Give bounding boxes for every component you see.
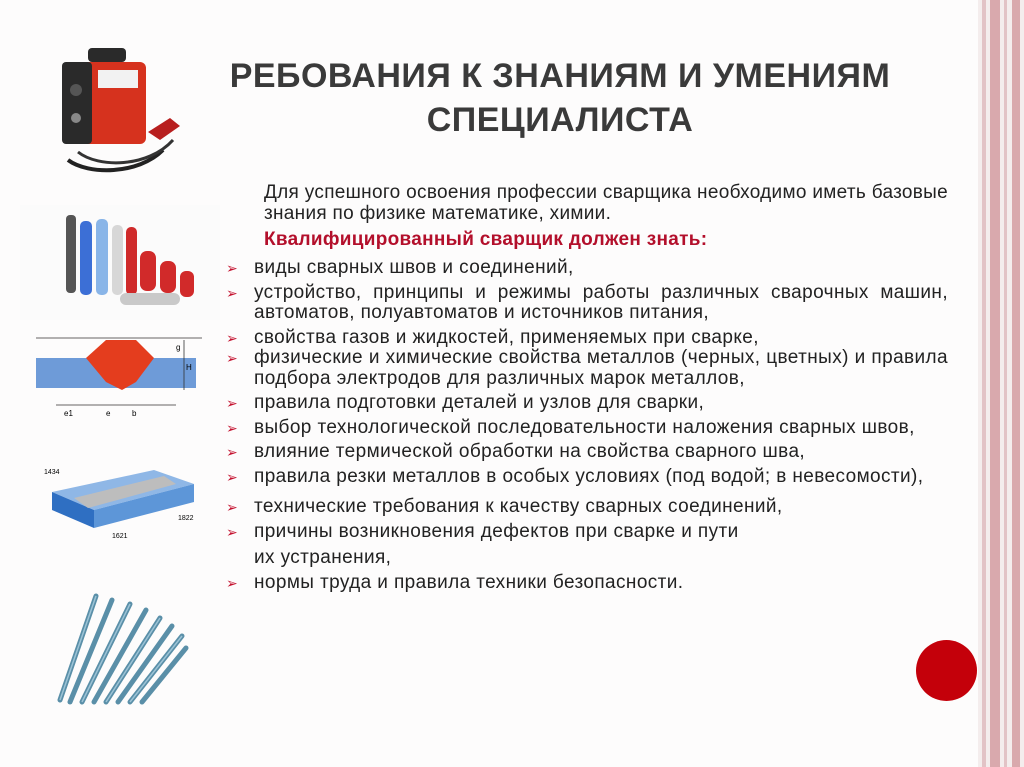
intro-paragraph: Для успешного освоения профессии сварщика необходимо иметь базовые знания по физике математике, химии. — [264, 182, 948, 224]
list-item: ➢ устройство, принципы и режимы работы различных сварочных машин, автоматов, полуавтоматов и источников питания, — [226, 281, 948, 323]
joint-label-g: g — [176, 343, 181, 352]
bead-label-1: 1434 — [44, 469, 60, 476]
joint-label-b: b — [132, 409, 137, 418]
list-item: ➢ свойства газов и жидкостей, применяемых при сварке, — [226, 326, 759, 348]
arrow-bullet-icon: ➢ — [226, 468, 239, 485]
slide-title — [190, 54, 930, 142]
arrow-bullet-icon: ➢ — [226, 499, 239, 515]
joint-label-e1: e1 — [64, 409, 73, 418]
list-item: ➢ физические и химические свойства металлов (черных, цветных) и правила подбора электродов для различных марок металлов, — [226, 347, 948, 389]
welding-machine-image — [48, 40, 188, 180]
list-item: ➢ выбор технологической последовательности наложения сварных швов, — [226, 416, 915, 438]
list-item: ➢ технические требования к качеству сварных соединений, — [226, 496, 783, 517]
list-item: ➢ влияние термической обработки на свойства сварного шва, — [226, 441, 806, 462]
weld-bead-image — [44, 462, 204, 542]
joint-label-e: e — [106, 409, 111, 418]
slide-title-line1: РЕБОВАНИЯ К ЗНАНИЯМ И УМЕНИЯМ — [229, 57, 891, 95]
arrow-bullet-icon: ➢ — [226, 350, 239, 366]
arrow-bullet-icon: ➢ — [226, 523, 239, 540]
electrodes-image — [50, 590, 190, 706]
list-item-continuation: их устранения, — [254, 547, 392, 568]
decorative-circle — [916, 640, 977, 701]
list-item: ➢ нормы труда и правила техники безопасности. — [226, 571, 684, 593]
decorative-stripes — [978, 0, 1024, 767]
list-heading: Квалифицированный сварщик должен знать: — [264, 229, 708, 250]
list-item: ➢ правила подготовки деталей и узлов для сварки, — [226, 392, 705, 413]
arrow-bullet-icon: ➢ — [226, 419, 239, 436]
list-item: ➢ правила резки металлов в особых условиях (под водой; в невесомости), — [226, 465, 924, 487]
arrow-bullet-icon: ➢ — [226, 574, 239, 591]
bead-label-3: 1822 — [178, 515, 194, 522]
arrow-bullet-icon: ➢ — [226, 284, 239, 301]
bead-label-2: 1621 — [112, 533, 128, 540]
weld-joint-diagram — [36, 330, 206, 428]
arrow-bullet-icon: ➢ — [226, 329, 239, 346]
arrow-bullet-icon: ➢ — [226, 444, 239, 460]
gas-cylinders-image — [20, 205, 220, 320]
requirements-list — [226, 258, 948, 597]
joint-label-h: H — [186, 363, 192, 372]
list-item: ➢ виды сварных швов и соединений, — [226, 257, 574, 278]
list-item: ➢ причины возникновения дефектов при сварке и пути — [226, 520, 739, 542]
arrow-bullet-icon: ➢ — [226, 395, 239, 411]
slide-title-line2: СПЕЦИАЛИСТА — [426, 101, 694, 139]
arrow-bullet-icon: ➢ — [226, 260, 239, 276]
